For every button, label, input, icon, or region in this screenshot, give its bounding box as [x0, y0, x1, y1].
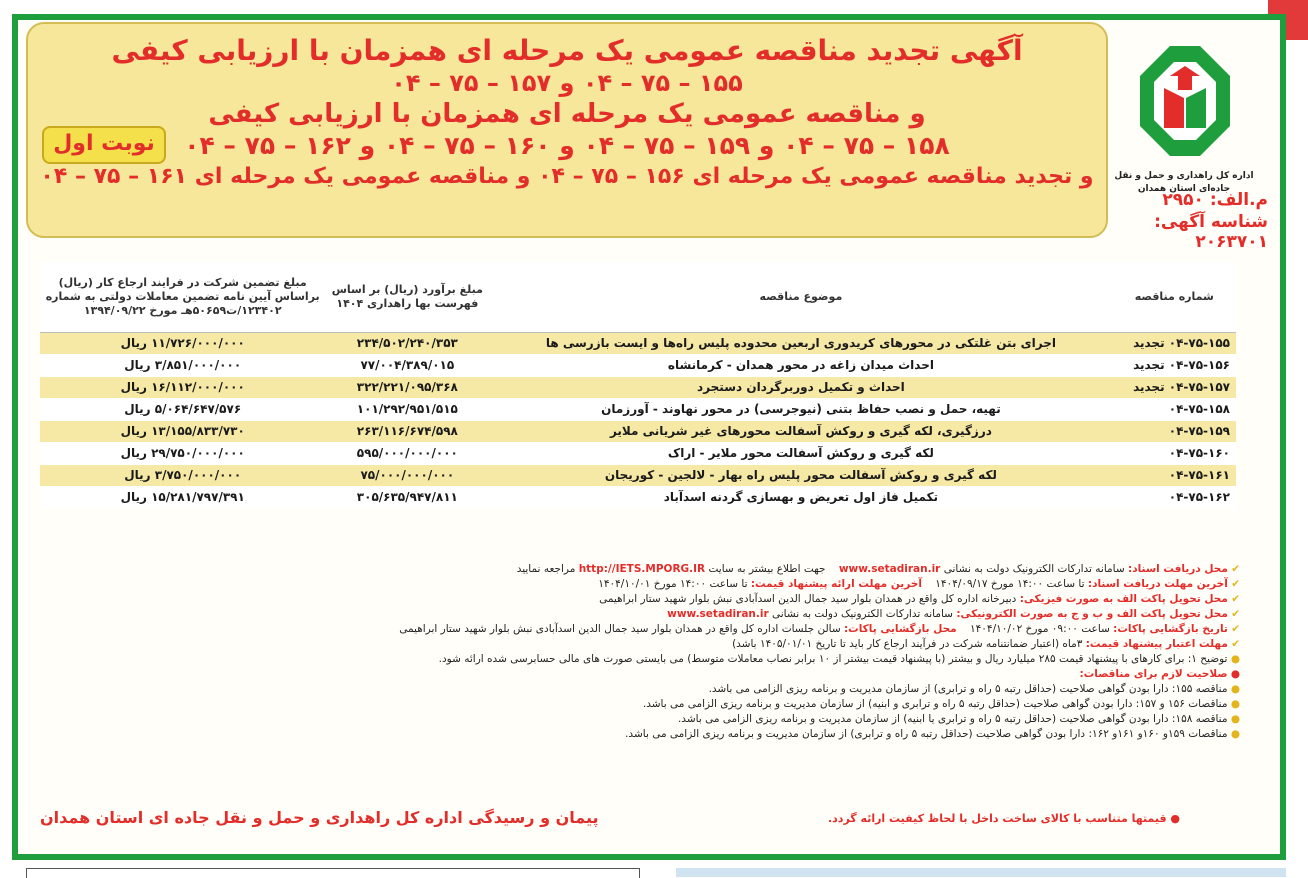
table-row [40, 487, 1236, 509]
bullet-icon: ✔ [1231, 608, 1240, 620]
row-estimate: ۲۶۳/۱۱۶/۶۷۴/۵۹۸ [325, 421, 489, 443]
col-subject: موضوع مناقصه [489, 262, 1112, 333]
info-deadlines [40, 577, 1240, 592]
table-row [40, 421, 1236, 443]
row-number: ۰۴-۷۵-۱۵۷ تجدید [1113, 377, 1236, 399]
info-physical [40, 592, 1240, 607]
label: مهلت اعتبار پیشنهاد قیمت: [1085, 638, 1228, 650]
bullet-icon: ✔ [1231, 578, 1240, 590]
text: ۳ماه (اعتبار ضمانتنامه شرکت در فرآیند ارجاع کار باید تا تاریخ ۱۴۰۵/۰۱/۰۱ باشد) [732, 638, 1083, 650]
row-estimate: ۲۳۴/۵۰۲/۲۴۰/۳۵۳ [325, 333, 489, 355]
label: صلاحیت لازم برای مناقصات: [1079, 668, 1228, 680]
info-note [40, 652, 1240, 667]
text: سامانه تدارکات الکترونیک دولت به نشانی [772, 608, 953, 620]
row-number: ۰۴-۷۵-۱۵۵ تجدید [1113, 333, 1236, 355]
text: تا ساعت ۱۴:۰۰ مورخ ۱۴۰۴/۱۰/۰۱ [598, 578, 748, 590]
text: سامانه تدارکات الکترونیک دولت به نشانی [943, 563, 1125, 575]
qual-item [40, 712, 1240, 727]
row-estimate: ۳۲۲/۲۲۱/۰۹۵/۳۶۸ [325, 377, 489, 399]
info-validity [40, 637, 1240, 652]
row-guarantee: ۱۱/۷۲۶/۰۰۰/۰۰۰ ریال [40, 333, 325, 355]
qual-item [40, 697, 1240, 712]
ref-code: م.الف: ۲۹۵۰ [1162, 190, 1268, 210]
org-logo-icon [1130, 36, 1240, 168]
quality-note-text: قیمتها متناسب با کالای ساخت داخل با لحاظ کیفیت ارائه گردد. [827, 812, 1167, 825]
label: محل تحویل پاکت الف به صورت فیزیکی: [1019, 593, 1228, 605]
row-number: ۰۴-۷۵-۱۵۶ تجدید [1113, 355, 1236, 377]
bullet-icon: ● [1230, 713, 1240, 725]
text: مناقصه ۱۵۵: دارا بودن گواهی صلاحیت (حداقل رتبه ۵ راه و ترابری) از سازمان مدیریت و برنامه ریزی الزامی می باشد. [708, 683, 1228, 695]
row-number: ۰۴-۷۵-۱۶۰ [1113, 443, 1236, 465]
info-doc-place [40, 562, 1240, 577]
row-subject: درزگیری، لکه گیری و روکش آسفالت محورهای غیر شریانی ملایر [489, 421, 1112, 443]
bullet-icon: ● [1230, 698, 1240, 710]
row-guarantee: ۱۶/۱۱۲/۰۰۰/۰۰۰ ریال [40, 377, 325, 399]
next-ad-banner [676, 868, 1286, 877]
text: سالن جلسات اداره کل واقع در همدان بلوار سید جمال الدین اسدآبادی نبش بلوار شهید ستار ابراهیمی [399, 623, 841, 635]
bullet-icon: ✔ [1231, 563, 1240, 575]
label: محل دریافت اسناد: [1128, 563, 1228, 575]
row-estimate: ۳۰۵/۶۳۵/۹۴۷/۸۱۱ [325, 487, 489, 509]
row-guarantee: ۱۵/۲۸۱/۷۹۷/۳۹۱ ریال [40, 487, 325, 509]
qual-item [40, 727, 1240, 742]
table-row [40, 465, 1236, 487]
signature: پیمان و رسیدگی اداره کل راهداری و حمل و نقل جاده ای استان همدان [40, 808, 599, 827]
title-line-1: آگهی تجدید مناقصه عمومی یک مرحله ای همزمان با ارزیابی کیفی [111, 34, 1023, 67]
row-subject: تهیه، حمل و نصب حفاظ بتنی (نیوجرسی) در محور نهاوند - آورزمان [489, 399, 1112, 421]
row-subject: لکه گیری و روکش آسفالت محور پلیس راه بهار - لالجین - کوریجان [489, 465, 1112, 487]
row-subject: تکمیل فاز اول تعریض و بهسازی گردنه اسدآباد [489, 487, 1112, 509]
site-link[interactable]: www.setadiran.ir [838, 563, 941, 575]
row-estimate: ۷۵/۰۰۰/۰۰۰/۰۰۰ [325, 465, 489, 487]
text: مناقصه ۱۵۸: دارا بودن گواهی صلاحیت (حداقل رتبه ۵ راه و ترابری یا ابنیه) از سازمان مدیریت و برنامه ریزی الزامی می باشد. [677, 713, 1228, 725]
bullet-icon: ● [1230, 683, 1240, 695]
text: مناقصات ۱۵۹و ۱۶۰و ۱۶۱و ۱۶۲: دارا بودن گواهی صلاحیت (حداقل رتبه ۵ راه و ترابری) از سازمان مدیریت و برنامه ریزی الزامی می باشد. [625, 728, 1228, 740]
table-row [40, 399, 1236, 421]
table-row [40, 377, 1236, 399]
ad-id: شناسه آگهی: ۲۰۶۳۷۰۱ [1154, 212, 1268, 252]
qual-title [40, 667, 1240, 682]
col-guarantee: مبلغ تضمین شرکت در فرایند ارجاع کار (ریال) براساس آیین نامه تضمین معاملات دولتی به شماره ۱۲۳۴۰۲/ت۵۰۶۵۹هـ مورخ ۱۳۹۴/۰۹/۲۲ [40, 262, 325, 333]
org-name: اداره کل راهداری و حمل و نقل جاده‌ای استان همدان [1114, 171, 1254, 194]
row-guarantee: ۳/۸۵۱/۰۰۰/۰۰۰ ریال [40, 355, 325, 377]
label: تاریخ بازگشایی پاکات: [1113, 623, 1228, 635]
table-row [40, 443, 1236, 465]
bullet-icon: ● [1230, 653, 1240, 665]
row-number: ۰۴-۷۵-۱۶۱ [1113, 465, 1236, 487]
label: محل بازگشایی پاکات: [843, 623, 957, 635]
title-line-5: و تجدید مناقصه عمومی یک مرحله ای ۱۵۶ – ۷۵ – ۰۴ و مناقصه عمومی یک مرحله ای ۱۶۱ – ۷۵ – ۰۴ [40, 164, 1094, 189]
bullet-icon: ● [1230, 728, 1240, 740]
text: توضیح ۱: برای کارهای با پیشنهاد قیمت ۲۸۵ میلیارد ریال و بیشتر (با پیشنهاد قیمت بیشتر از ۱۰ برابر نصاب معاملات متوسط) می بایستی صورت های مالی حسابرسی شده ارائه شود. [438, 653, 1228, 665]
title-line-3: و مناقصه عمومی یک مرحله ای همزمان با ارزیابی کیفی [208, 99, 926, 129]
row-number: ۰۴-۷۵-۱۶۲ [1113, 487, 1236, 509]
label: آخرین مهلت ارائه پیشنهاد قیمت: [750, 578, 922, 590]
site-link[interactable]: www.setadiran.ir [667, 608, 769, 620]
table-row [40, 355, 1236, 377]
site-link[interactable]: http://IETS.MPORG.IR [578, 563, 706, 575]
table-header-row [40, 262, 1236, 333]
bullet-icon: ✔ [1231, 623, 1240, 635]
text: تا ساعت ۱۴:۰۰ مورخ ۱۴۰۴/۰۹/۱۷ [935, 578, 1085, 590]
text: دبیرخانه اداره کل واقع در همدان بلوار سید جمال الدین اسدآبادی نبش بلوار شهید ستار ابراهیمی [599, 593, 1017, 605]
row-guarantee: ۵/۰۶۴/۶۴۷/۵۷۶ ریال [40, 399, 325, 421]
row-number: ۰۴-۷۵-۱۵۹ [1113, 421, 1236, 443]
row-estimate: ۱۰۱/۲۹۲/۹۵۱/۵۱۵ [325, 399, 489, 421]
info-opening [40, 622, 1240, 637]
info-electronic [40, 607, 1240, 622]
round-badge: نوبت اول [42, 126, 166, 164]
label: محل تحویل پاکت الف و ب و ج به صورت الکترونیکی: [956, 608, 1228, 620]
row-subject: احداث میدان زاغه در محور همدان - کرمانشاه [489, 355, 1112, 377]
row-guarantee: ۲۹/۷۵۰/۰۰۰/۰۰۰ ریال [40, 443, 325, 465]
row-estimate: ۵۹۵/۰۰۰/۰۰۰/۰۰۰ [325, 443, 489, 465]
table-row [40, 333, 1236, 355]
row-guarantee: ۱۳/۱۵۵/۸۳۳/۷۳۰ ریال [40, 421, 325, 443]
text: ساعت ۰۹:۰۰ مورخ ۱۴۰۴/۱۰/۰۲ [970, 623, 1110, 635]
row-number: ۰۴-۷۵-۱۵۸ [1113, 399, 1236, 421]
ad-header [26, 22, 1278, 254]
row-subject: احداث و تکمیل دوربرگردان دستجرد [489, 377, 1112, 399]
col-number: شماره مناقصه [1113, 262, 1236, 333]
bullet-icon: ✔ [1231, 638, 1240, 650]
title-banner [26, 22, 1108, 238]
row-estimate: ۷۷/۰۰۴/۳۸۹/۰۱۵ [325, 355, 489, 377]
info-section [40, 562, 1240, 742]
title-line-4: ۱۵۸ – ۷۵ – ۰۴ و ۱۵۹ – ۷۵ – ۰۴ و ۱۶۰ – ۷۵ – ۰۴ و ۱۶۲ – ۷۵ – ۰۴ [184, 131, 950, 160]
bullet-icon: ● [1230, 668, 1240, 680]
title-line-2: ۱۵۵ – ۷۵ – ۰۴ و ۱۵۷ – ۷۵ – ۰۴ [391, 69, 743, 97]
label: آخرین مهلت دریافت اسناد: [1087, 578, 1228, 590]
bullet-icon: ✔ [1231, 593, 1240, 605]
quality-note: ● قیمتها متناسب با کالای ساخت داخل با لحاظ کیفیت ارائه گردد. [827, 812, 1180, 825]
tender-table [40, 262, 1236, 509]
col-estimate: مبلغ برآورد (ریال) بر اساس فهرست بها راهداری ۱۴۰۴ [325, 262, 489, 333]
row-subject: لکه گیری و روکش آسفالت محور ملایر - اراک [489, 443, 1112, 465]
qual-item [40, 682, 1240, 697]
text: مناقصات ۱۵۶ و ۱۵۷: دارا بودن گواهی صلاحیت (حداقل رتبه ۵ راه و ترابری و ابنیه) از سازمان مدیریت و برنامه ریزی الزامی می باشد. [642, 698, 1228, 710]
text: جهت اطلاع بیشتر به سایت [708, 563, 826, 575]
row-subject: اجرای بتن غلتکی در محورهای کریدوری اربعین محدوده پلیس راه‌ها و ایست بازرسی ها [489, 333, 1112, 355]
text: مراجعه نمایید [516, 563, 576, 575]
row-guarantee: ۳/۷۵۰/۰۰۰/۰۰۰ ریال [40, 465, 325, 487]
